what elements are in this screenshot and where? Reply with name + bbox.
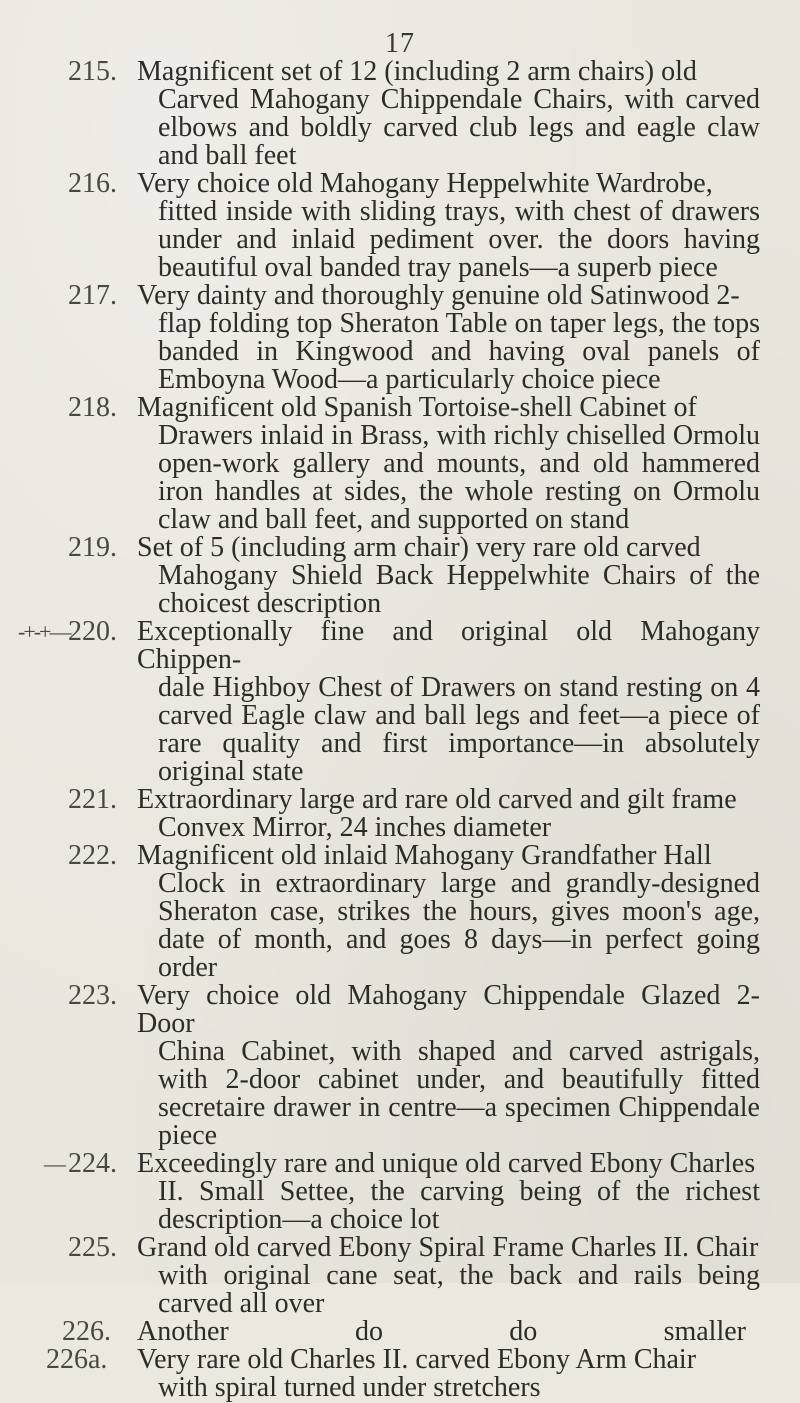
lot-description xyxy=(137,56,760,171)
lot-description-continuation: II. Small Settee, the carving being of the richest description—a choice lot xyxy=(158,1176,760,1235)
lot-entry xyxy=(0,786,800,842)
lot-list xyxy=(0,58,800,1402)
lot-word: do xyxy=(509,1316,538,1347)
lot-description xyxy=(137,168,760,283)
lot-description-continuation: Carved Mahogany Chippendale Chairs, with carved elbows and boldly carved club legs and eagle claw and ball feet xyxy=(158,84,760,171)
lot-number: 220. xyxy=(68,616,117,647)
lot-entry xyxy=(0,58,800,170)
lot-description xyxy=(137,392,760,535)
lot-description-first-line: Exceedingly rare and unique old carved Ebony Charles xyxy=(137,1148,756,1179)
lot-description-continuation: Mahogany Shield Back Heppelwhite Chairs of the choicest description xyxy=(158,560,760,619)
lot-description-continuation: flap folding top Sheraton Table on taper legs, the tops banded in Kingwood and having oval panels of Emboyna Wood—a particularly choice piece xyxy=(158,308,760,395)
lot-entry xyxy=(0,1318,800,1346)
lot-description xyxy=(137,616,760,787)
lot-description-first-line xyxy=(137,1318,760,1346)
lot-description-first-line: Magnificent set of 12 (including 2 arm chairs) old xyxy=(137,56,697,87)
lot-description-first-line: Magnificent old Spanish Tortoise-shell Cabinet of xyxy=(137,392,697,423)
lot-description-first-line: Exceptionally fine and original old Mahogany Chippen- xyxy=(137,616,760,675)
margin-annotation: — xyxy=(44,1151,66,1176)
lot-number: 221. xyxy=(68,784,117,815)
lot-description-first-line: Very choice old Mahogany Chippendale Glazed 2-Door xyxy=(137,980,760,1039)
lot-description xyxy=(137,1316,760,1347)
lot-entry xyxy=(0,534,800,618)
lot-description-continuation: fitted inside with sliding trays, with chest of drawers under and inlaid pediment over. the doors having beautiful oval banded tray panels—a superb piece xyxy=(158,196,760,283)
lot-word: do xyxy=(355,1316,384,1347)
lot-description-continuation: Convex Mirror, 24 inches diameter xyxy=(158,812,552,843)
margin-annotation: -+-+— xyxy=(18,619,70,644)
lot-description-first-line: Very choice old Mahogany Heppelwhite Wardrobe, xyxy=(137,168,713,199)
lot-description-continuation: Drawers inlaid in Brass, with richly chiselled Ormolu open-work gallery and mounts, and old hammered iron handles at sides, the whole resting on Ormolu claw and ball feet, and supported on stand xyxy=(158,420,760,535)
lot-entry xyxy=(0,282,800,394)
lot-entry xyxy=(0,618,800,786)
lot-entry xyxy=(0,170,800,282)
lot-number: 225. xyxy=(68,1232,117,1263)
lot-description-continuation: with spiral turned under stretchers xyxy=(158,1372,541,1403)
lot-description-continuation: China Cabinet, with shaped and carved astrigals, with 2-door cabinet under, and beautifully fitted secretaire drawer in centre—a specimen Chippendale piece xyxy=(158,1036,760,1151)
page-number: 17 xyxy=(385,28,415,59)
lot-description xyxy=(137,532,760,619)
lot-description xyxy=(137,280,760,395)
lot-number: 216. xyxy=(68,168,117,199)
lot-number: 226a. xyxy=(46,1344,108,1375)
lot-description xyxy=(137,784,760,843)
lot-description xyxy=(137,840,760,983)
lot-description xyxy=(137,1148,760,1235)
lot-word: smaller xyxy=(663,1316,746,1347)
lot-entry xyxy=(0,842,800,982)
lot-entry xyxy=(0,1346,800,1402)
lot-description-first-line: Extraordinary large ard rare old carved and gilt frame xyxy=(137,784,737,815)
lot-description-first-line: Very rare old Charles II. carved Ebony Arm Chair xyxy=(137,1344,697,1375)
lot-entry xyxy=(0,394,800,534)
lot-description-first-line: Grand old carved Ebony Spiral Frame Charles II. Chair xyxy=(137,1232,759,1263)
lot-description-continuation: Clock in extraordinary large and grandly-designed Sheraton case, strikes the hours, gives moon's age, date of month, and goes 8 days—in perfect going order xyxy=(158,868,760,983)
lot-entry xyxy=(0,982,800,1150)
lot-description xyxy=(137,980,760,1151)
lot-description-first-line: Very dainty and thoroughly genuine old Satinwood 2- xyxy=(137,280,740,311)
lot-number: 224. xyxy=(68,1148,117,1179)
lot-entry xyxy=(0,1234,800,1318)
lot-description-continuation: dale Highboy Chest of Drawers on stand resting on 4 carved Eagle claw and ball legs and feet—a piece of rare quality and first importance—in absolutely original state xyxy=(158,672,760,787)
lot-number: 215. xyxy=(68,56,117,87)
lot-number: 217. xyxy=(68,280,117,311)
lot-word: Another xyxy=(137,1316,229,1347)
lot-number: 218. xyxy=(68,392,117,423)
lot-number: 222. xyxy=(68,840,117,871)
lot-number: 226. xyxy=(62,1316,111,1347)
lot-entry xyxy=(0,1150,800,1234)
lot-description xyxy=(137,1232,760,1319)
lot-number: 219. xyxy=(68,532,117,563)
lot-description-first-line: Magnificent old inlaid Mahogany Grandfather Hall xyxy=(137,840,712,871)
lot-description-continuation: with original cane seat, the back and rails being carved all over xyxy=(158,1260,760,1319)
lot-number: 223. xyxy=(68,980,117,1011)
lot-description-first-line: Set of 5 (including arm chair) very rare old carved xyxy=(137,532,701,563)
lot-description xyxy=(137,1344,760,1403)
